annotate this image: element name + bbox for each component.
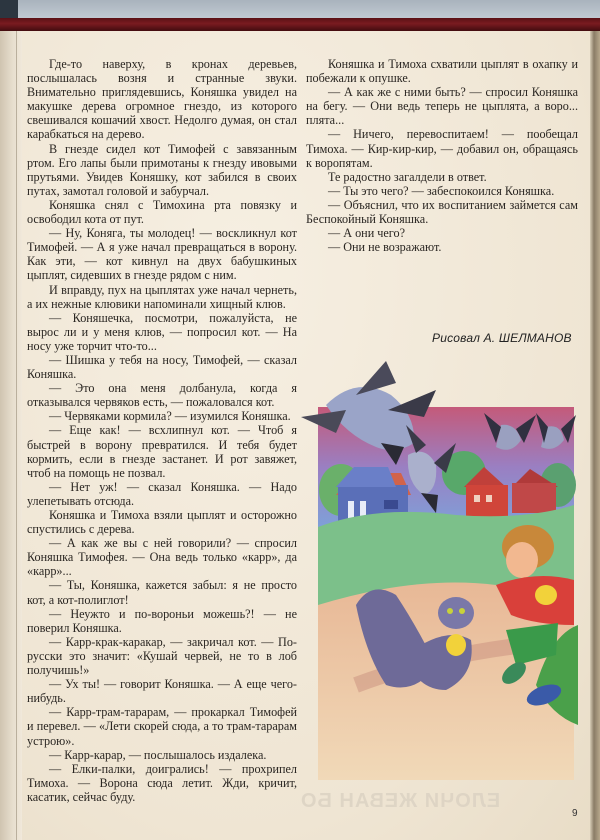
paragraph: Коняшка снял с Тимохина рта повязку и освободил кота от пут. bbox=[27, 197, 297, 227]
paragraph: Коняшка и Тимоха взяли цыплят и осторожно спустились с дерева. bbox=[27, 508, 297, 537]
illustration-credit: Рисовал А. ШЕЛМАНОВ bbox=[432, 331, 572, 345]
chick bbox=[535, 585, 557, 605]
story-illustration bbox=[296, 355, 596, 795]
paragraph: — Неужто и по-вороньи можешь?! — не поверил Коняшка. bbox=[27, 606, 297, 635]
paragraph: — Ты, Коняшка, кажется забыл: я не просто кот, а кот-полиглот! bbox=[27, 578, 297, 607]
paragraph: — А как же с ними быть? — спросил Коняшка на бегу. — Они ведь теперь не цыплята, а воро... плята... bbox=[306, 85, 578, 128]
paragraph: — А как же вы с ней говорили? — спросил Коняшка Тимофея. — Она ведь только «карр», да «карр»... bbox=[27, 536, 297, 579]
paragraph: — Карр-трам-тарарам, — прокаркал Тимофей и перевел. — «Лети скорей сюда, а то трам-тарарам устрою». bbox=[27, 705, 297, 748]
page-gutter bbox=[0, 31, 22, 840]
paragraph: Коняшка и Тимоха схватили цыплят в охапку и побежали к опушке. bbox=[306, 57, 578, 86]
paragraph: Те радостно загалдели в ответ. bbox=[328, 169, 487, 184]
paragraph: — Нет уж! — сказал Коняшка. — Надо улепетывать отсюда. bbox=[27, 479, 297, 508]
paragraph: — Еще как! — всхлипнул кот. — Чтоб я быстрей в ворону превратился. И тебя будет кормить, если в гнезде застанет. И рот завяжет, чтоб на помощь не позвал. bbox=[27, 423, 297, 480]
paragraph: — Шишка у тебя на носу, Тимофей, — сказал Коняшка. bbox=[27, 352, 297, 382]
paragraph: — Елки-палки, доигрались! — прохрипел Тимоха. — Ворона сюда летит. Жди, кричит, касатик, сейчас буду. bbox=[27, 761, 297, 804]
book-cover-edge bbox=[0, 18, 600, 32]
chick bbox=[446, 634, 466, 656]
paragraph: — Коняшечка, посмотри, пожалуйста, не вырос ли и у меня клюв, — попросил кот. — На носу уже торчит что-то... bbox=[27, 310, 297, 353]
gutter-line bbox=[16, 31, 17, 840]
paragraph: — Червяками кормила? — изумился Коняшка. bbox=[49, 409, 291, 424]
paragraph: Где-то наверху, в кронах деревьев, послышалась возня и странные звуки. Внимательно приглядевшись, Коняшка увидел на макушке дерева огромное гнездо, из которого свешивался кошачий хвост. Недолго думая, он стал карабкаться на дерево. bbox=[27, 57, 297, 142]
paragraph: — Это она меня долбанула, когда я отказывался червяков есть, — пожаловался кот. bbox=[27, 381, 297, 410]
text-column-right bbox=[306, 57, 578, 254]
paragraph: — Карр-крак-каракар, — закричал кот. — По-русски это значит: «Кушай червей, не то в лоб получишь!» bbox=[27, 634, 297, 678]
paragraph: В гнезде сидел кот Тимофей с завязанным ртом. Его лапы были примотаны к гнезду ивовыми прутьями. Увидев Коняшку, кот забился в своих путах, замотал головой и забурчал. bbox=[27, 141, 297, 198]
page-number: 9 bbox=[572, 808, 578, 819]
background-surface bbox=[0, 0, 600, 20]
paragraph: И вправду, пух на цыплятах уже начал чернеть, а их нежные клювики напоминали хищный клюв. bbox=[27, 282, 297, 311]
paragraph: — Объяснил, что их воспитанием займется сам Беспокойный Коняшка. bbox=[306, 197, 578, 227]
paragraph: — А они чего? bbox=[328, 226, 406, 241]
text-column-left bbox=[27, 57, 297, 804]
paragraph: — Ничего, перевоспитаем! — пообещал Тимоха. — Кир-кир-кир, — добавил он, обращаясь к воропятам. bbox=[306, 127, 578, 170]
paragraph: — Ты это чего? — забеспокоился Коняшка. bbox=[328, 183, 555, 198]
paragraph: — Карр-карар, — послышалось издалека. bbox=[49, 747, 267, 762]
paragraph: — Они не возражают. bbox=[328, 240, 442, 255]
paragraph: — Ну, Коняга, ты молодец! — воскликнул кот Тимофей. — А я уже начал превращаться в ворону. Как эти, — кот кивнул на двух бабушкиных цыплят, сидевших в гнезде рядом с ним. bbox=[27, 226, 297, 283]
paragraph: — Ух ты! — говорит Коняшка. — А еще чего-нибудь. bbox=[27, 677, 297, 706]
bleed-through-text: ЕЛОЧИ ЖЕВАН БО bbox=[300, 790, 501, 812]
